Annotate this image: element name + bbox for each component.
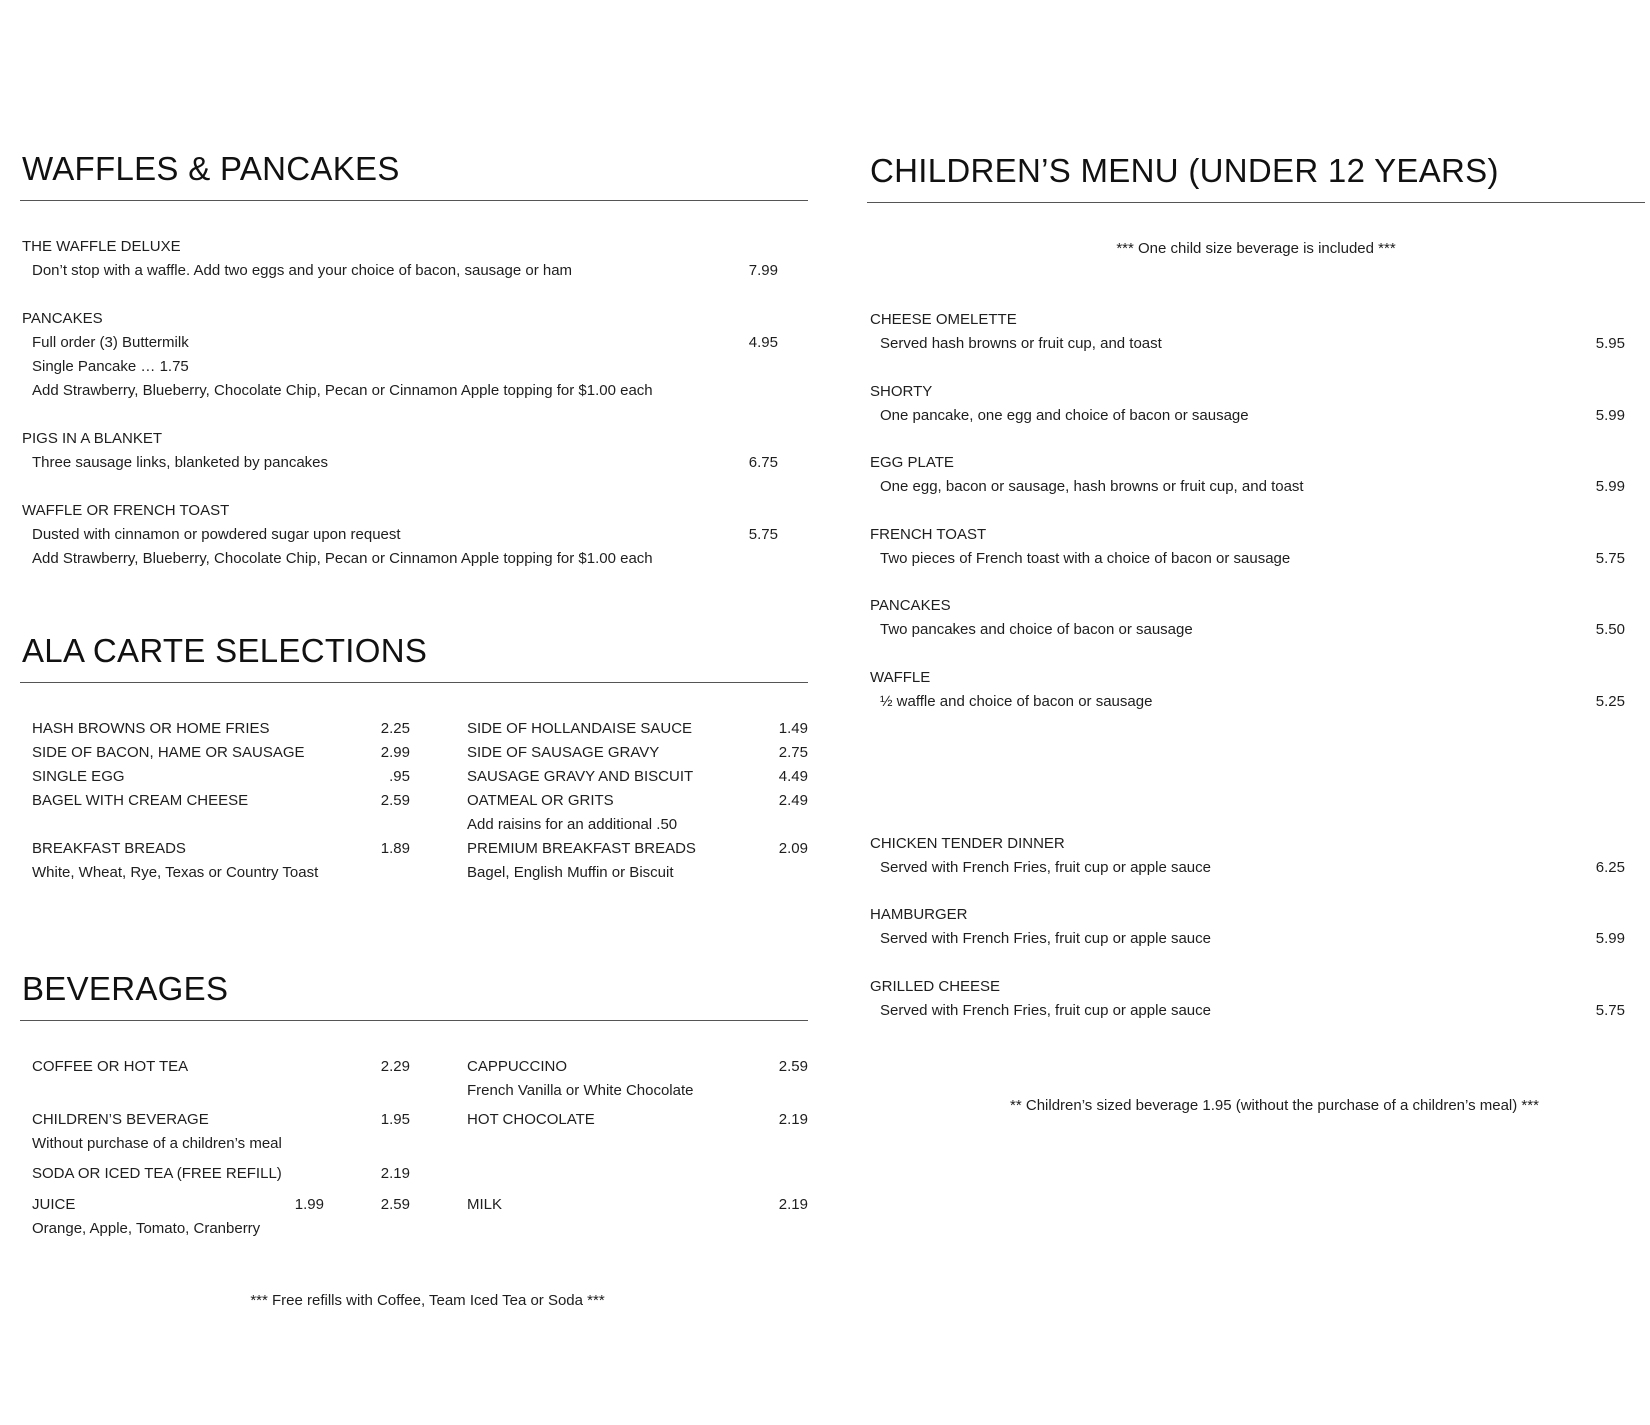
item-price: 5.75 [748, 526, 778, 543]
item-name: WAFFLE [870, 669, 931, 686]
item-description: Served with French Fries, fruit cup or apple sauce [880, 859, 1211, 876]
item-price: 7.99 [748, 262, 778, 279]
alacarte-divider [20, 682, 808, 683]
item-description: Served with French Fries, fruit cup or apple sauce [880, 930, 1211, 947]
item-note: Single Pancake … 1.75 [32, 358, 189, 375]
alacarte-item-price: 1.89 [380, 840, 410, 857]
alacarte-item-name: SINGLE EGG [32, 768, 125, 785]
alacarte-item-price: .95 [389, 768, 410, 785]
item-description: Served with French Fries, fruit cup or apple sauce [880, 1002, 1211, 1019]
item-name: SHORTY [870, 383, 933, 400]
item-description: Three sausage links, blanketed by pancakes [32, 454, 329, 471]
alacarte-item-price: 1.49 [778, 720, 808, 737]
alacarte-item-name: SAUSAGE GRAVY AND BISCUIT [467, 768, 694, 785]
item-note: Add Strawberry, Blueberry, Chocolate Chip, Pecan or Cinnamon Apple topping for $1.00 each [32, 382, 653, 399]
item-description: Full order (3) Buttermilk [32, 334, 189, 351]
alacarte-item-sub: Add raisins for an additional .50 [467, 816, 678, 833]
item-description: Two pancakes and choice of bacon or sausage [880, 621, 1193, 638]
item-price: 5.99 [1595, 930, 1625, 947]
item-price: 5.95 [1595, 335, 1625, 352]
item-description: One egg, bacon or sausage, hash browns or fruit cup, and toast [880, 478, 1304, 495]
beverage-price-small: 1.99 [294, 1196, 324, 1213]
children-sized-beverage-note: ** Children’s sized beverage 1.95 (without the purchase of a children’s meal) *** [1010, 1097, 1539, 1114]
beverages-divider [20, 1020, 808, 1021]
beverage-price: 2.19 [778, 1196, 808, 1213]
alacarte-item-name: SIDE OF HOLLANDAISE SAUCE [467, 720, 693, 737]
beverages-refill-note: *** Free refills with Coffee, Team Iced Tea or Soda *** [250, 1292, 605, 1309]
beverage-name: MILK [467, 1196, 503, 1213]
alacarte-item-sub: White, Wheat, Rye, Texas or Country Toast [32, 864, 319, 881]
item-name: CHICKEN TENDER DINNER [870, 835, 1065, 852]
item-name: PANCAKES [22, 310, 103, 327]
item-name: PANCAKES [870, 597, 951, 614]
item-price: 5.75 [1595, 1002, 1625, 1019]
alacarte-section-title: ALA CARTE SELECTIONS [22, 632, 428, 669]
beverage-name: SODA OR ICED TEA (FREE REFILL) [32, 1165, 282, 1182]
beverage-name: HOT CHOCOLATE [467, 1111, 595, 1128]
waffles-section-title: WAFFLES & PANCAKES [22, 150, 400, 187]
item-name: PIGS IN A BLANKET [22, 430, 163, 447]
beverage-name: CAPPUCCINO [467, 1058, 568, 1075]
beverage-sub: French Vanilla or White Chocolate [467, 1082, 694, 1099]
children-divider [867, 202, 1645, 203]
waffles-divider [20, 200, 808, 201]
item-name: HAMBURGER [870, 906, 968, 923]
item-price: 6.25 [1595, 859, 1625, 876]
item-description: Two pieces of French toast with a choice of bacon or sausage [880, 550, 1291, 567]
children-beverage-note: *** One child size beverage is included *** [1116, 240, 1396, 257]
item-note: Add Strawberry, Blueberry, Chocolate Chip, Pecan or Cinnamon Apple topping for $1.00 each [32, 550, 653, 567]
alacarte-item-name: BREAKFAST BREADS [32, 840, 186, 857]
beverage-name: CHILDREN’S BEVERAGE [32, 1111, 209, 1128]
alacarte-item-name: OATMEAL OR GRITS [467, 792, 614, 809]
alacarte-item-sub: Bagel, English Muffin or Biscuit [467, 864, 674, 881]
alacarte-item-price: 2.09 [778, 840, 808, 857]
alacarte-item-price: 2.49 [778, 792, 808, 809]
beverages-section-title: BEVERAGES [22, 970, 229, 1007]
beverage-price: 2.59 [380, 1196, 410, 1213]
item-name: CHEESE OMELETTE [870, 311, 1017, 328]
item-name: FRENCH TOAST [870, 526, 987, 543]
alacarte-item-name: PREMIUM BREAKFAST BREADS [467, 840, 696, 857]
item-price: 6.75 [748, 454, 778, 471]
beverage-price: 1.95 [380, 1111, 410, 1128]
alacarte-item-price: 2.99 [380, 744, 410, 761]
alacarte-item-name: SIDE OF BACON, HAME OR SAUSAGE [32, 744, 305, 761]
alacarte-item-name: HASH BROWNS OR HOME FRIES [32, 720, 270, 737]
item-price: 5.50 [1595, 621, 1625, 638]
children-section-title: CHILDREN’S MENU (UNDER 12 YEARS) [870, 152, 1499, 189]
item-name: WAFFLE OR FRENCH TOAST [22, 502, 230, 519]
beverage-price: 2.19 [380, 1165, 410, 1182]
alacarte-item-price: 4.49 [778, 768, 808, 785]
beverage-sub: Without purchase of a children’s meal [32, 1135, 282, 1152]
beverage-price: 2.19 [778, 1111, 808, 1128]
alacarte-item-price: 2.59 [380, 792, 410, 809]
beverage-price: 2.59 [778, 1058, 808, 1075]
item-description: One pancake, one egg and choice of bacon or sausage [880, 407, 1249, 424]
beverage-price: 2.29 [380, 1058, 410, 1075]
alacarte-item-name: SIDE OF SAUSAGE GRAVY [467, 744, 660, 761]
beverage-name: JUICE [32, 1196, 76, 1213]
item-description: Don’t stop with a waffle. Add two eggs and your choice of bacon, sausage or ham [32, 262, 573, 279]
alacarte-item-price: 2.75 [778, 744, 808, 761]
item-description: Served hash browns or fruit cup, and toast [880, 335, 1162, 352]
alacarte-item-price: 2.25 [380, 720, 410, 737]
beverage-name: COFFEE OR HOT TEA [32, 1058, 189, 1075]
alacarte-item-name: BAGEL WITH CREAM CHEESE [32, 792, 249, 809]
item-price: 5.99 [1595, 407, 1625, 424]
item-name: GRILLED CHEESE [870, 978, 1001, 995]
item-price: 4.95 [748, 334, 778, 351]
item-description: Dusted with cinnamon or powdered sugar upon request [32, 526, 401, 543]
item-name: EGG PLATE [870, 454, 954, 471]
item-price: 5.99 [1595, 478, 1625, 495]
item-name: THE WAFFLE DELUXE [22, 238, 181, 255]
beverage-sub: Orange, Apple, Tomato, Cranberry [32, 1220, 261, 1237]
item-description: ½ waffle and choice of bacon or sausage [880, 693, 1153, 710]
item-price: 5.25 [1595, 693, 1625, 710]
item-price: 5.75 [1595, 550, 1625, 567]
